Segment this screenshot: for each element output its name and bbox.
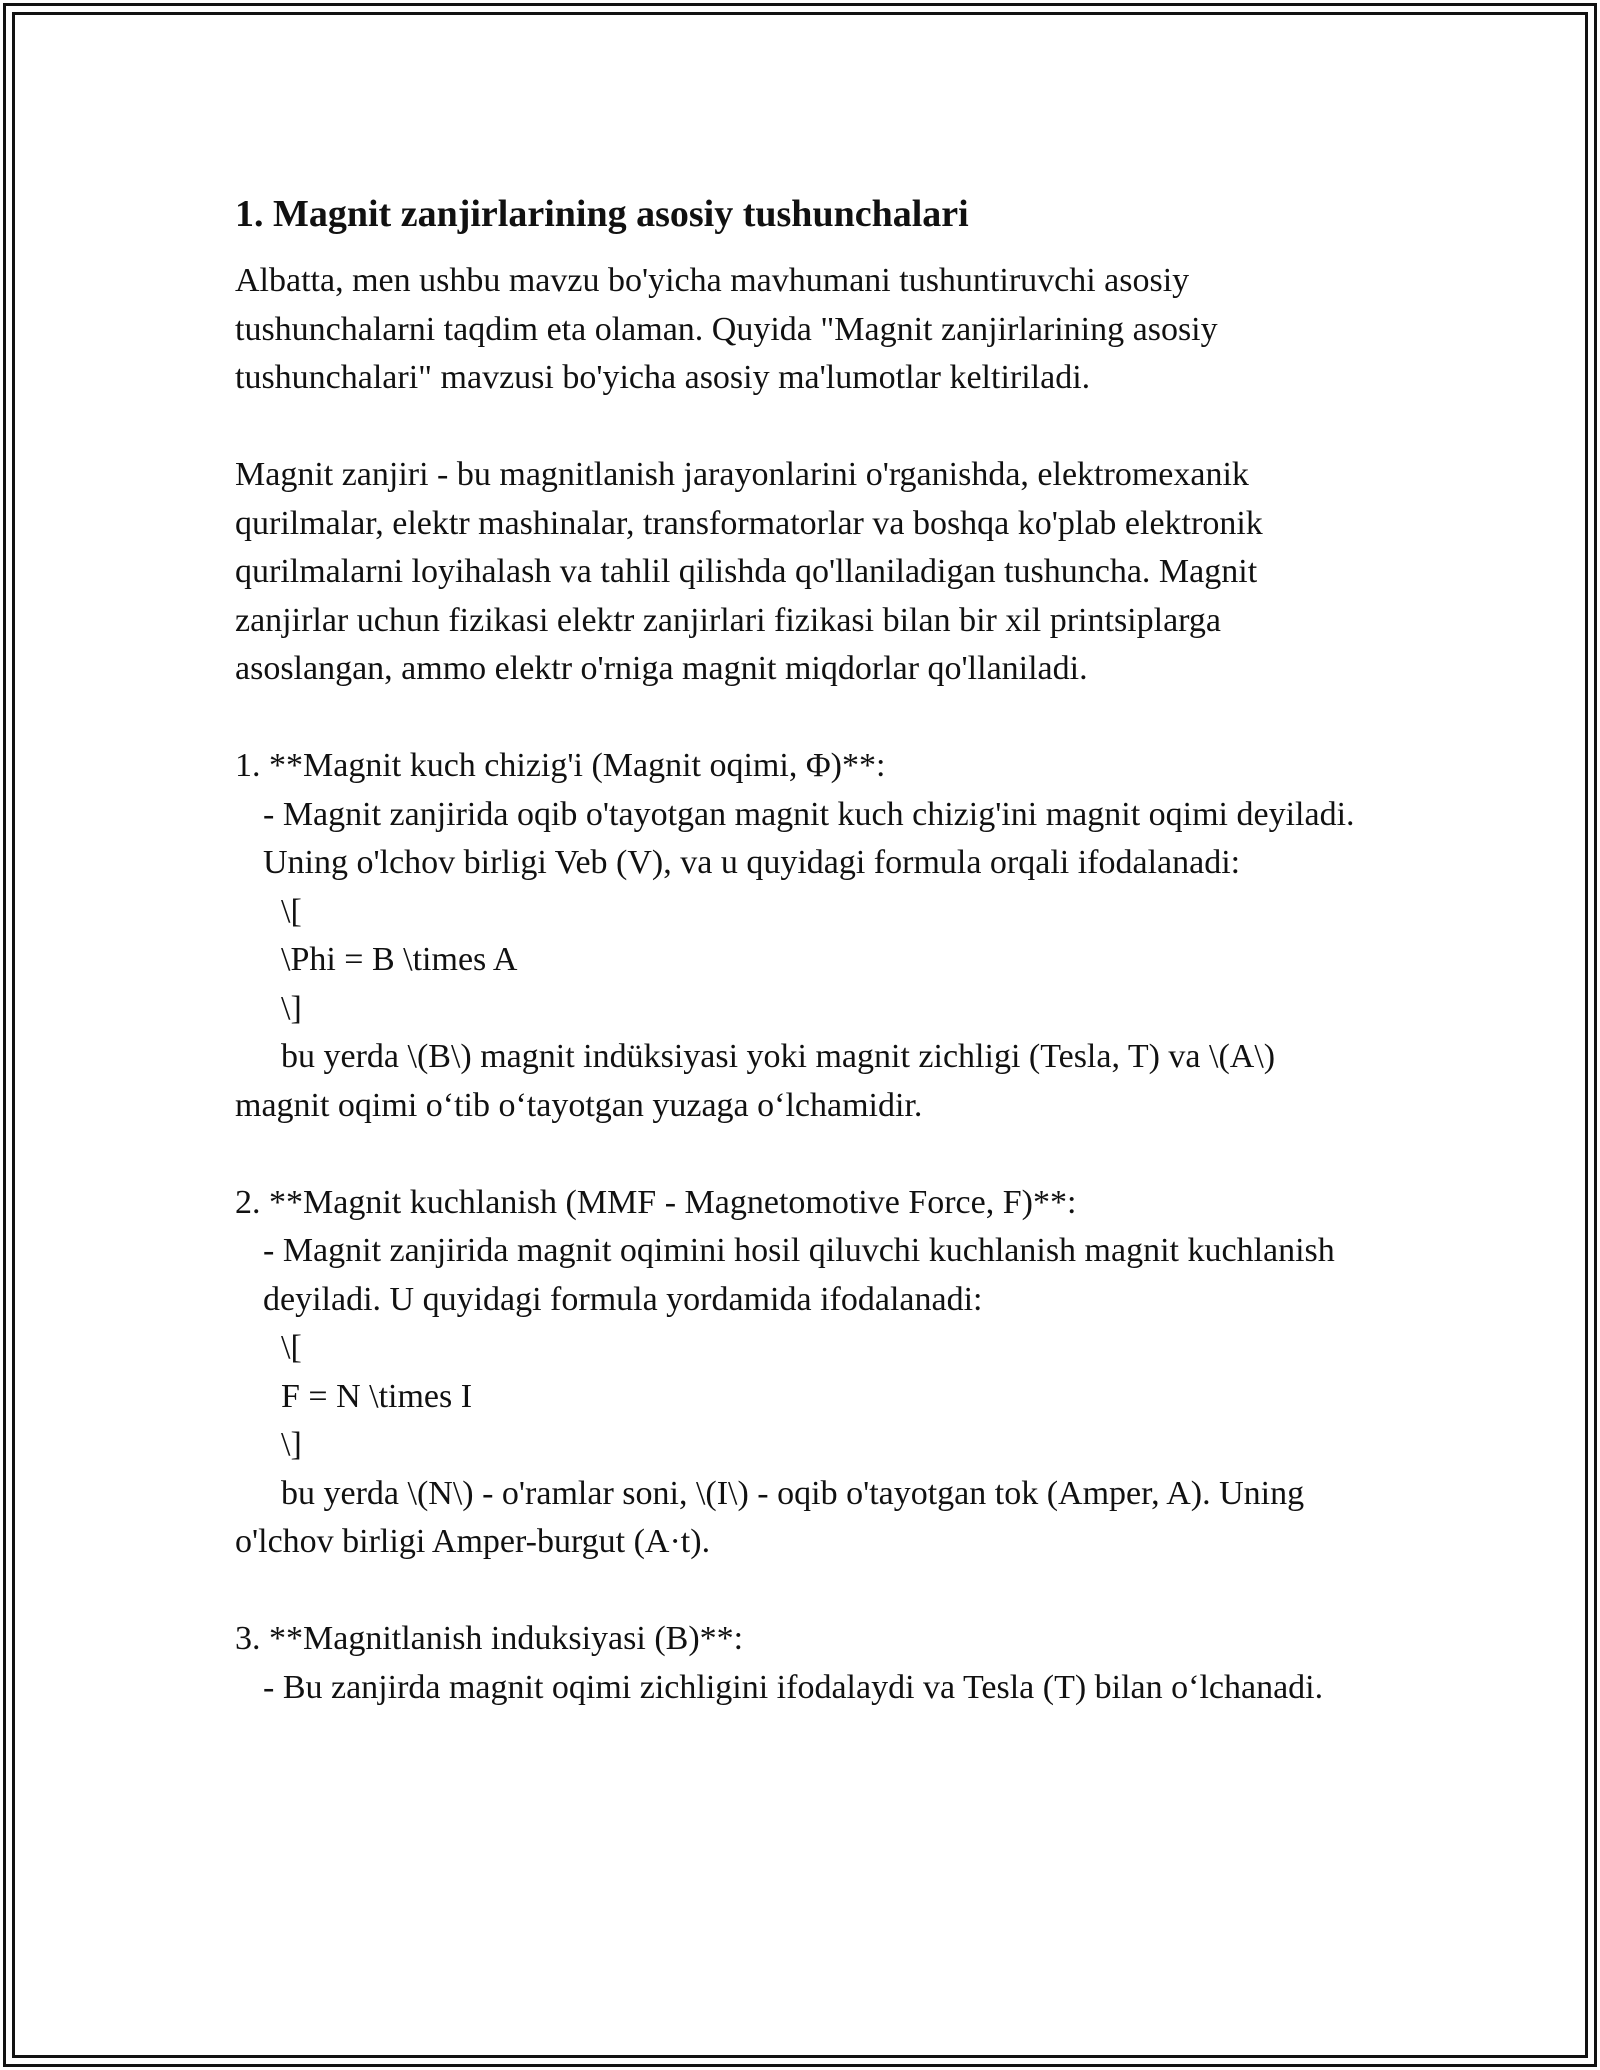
section-heading: 1. **Magnit kuch chizig'i (Magnit oqimi, Φ)**: (235, 747, 886, 784)
document-title: 1. Magnit zanjirlarining asosiy tushunchalari (235, 193, 969, 235)
document-body (235, 185, 1370, 1712)
paragraph-gap (235, 1567, 1370, 1616)
section-description: - Bu zanjirda magnit oqimi zichligini ifodalaydi va Tesla (T) bilan o‘lchanadi. (263, 1668, 1324, 1706)
formula-open: \[ (281, 1329, 302, 1366)
section-heading: 3. **Magnitlanish induksiyasi (B)**: (235, 1620, 744, 1657)
formula-explanation: bu yerda \(N\) - o'ramlar soni, \(I\) - oqib o'tayotgan tok (Amper, A). Uning o'lchov birligi Amper-burgut (A·t). (235, 1474, 1313, 1560)
section-description: - Magnit zanjirida magnit oqimini hosil qiluvchi kuchlanish magnit kuchlanish deyiladi. U quyidagi formula yordamida ifodalanadi: (263, 1232, 1344, 1318)
formula: \Phi = B \times A (281, 941, 518, 978)
paragraph-gap (235, 1130, 1370, 1179)
definition-paragraph: Magnit zanjiri - bu magnitlanish jarayonlarini o'rganishda, elektromexanik qurilmalar, elektr mashinalar, transformatorlar va boshqa ko'plab elektronik qurilmalarni loyihalash va tahlil qilishda qo'llaniladigan tushuncha. Magnit zanjirlar uchun fizikasi elektr zanjirlari fizikasi bilan bir xil printsiplarga asoslangan, ammo elektr o'rniga magnit miqdorlar qo'llaniladi. (235, 456, 1272, 687)
intro-paragraph: Albatta, men ushbu mavzu bo'yicha mavhumani tushuntiruvchi asosiy tushunchalarni taqdim eta olaman. Quyida "Magnit zanjirlarining asosiy tushunchalari" mavzusi bo'yicha asosiy ma'lumotlar keltiriladi. (235, 262, 1227, 396)
section-description: - Magnit zanjirida oqib o'tayotgan magnit kuch chizig'ini magnit oqimi deyiladi. Uning o'lchov birligi Veb (V), va u quyidagi formula orqali ifodalanadi: (263, 795, 1364, 881)
section-heading: 2. **Magnit kuchlanish (MMF - Magnetomotive Force, F)**: (235, 1183, 1077, 1221)
formula-explanation: bu yerda \(B\) magnit indüksiyasi yoki magnit zichligi (Tesla, T) va \(A\) magnit oqimi o‘tib o‘tayotgan yuzaga o‘lchamidir. (235, 1038, 1284, 1124)
formula: F = N \times I (281, 1377, 473, 1415)
formula-open: \[ (281, 892, 302, 930)
formula-close: \] (281, 989, 302, 1027)
section-magnetomotive-force (235, 1179, 1370, 1567)
paragraph-gap (235, 694, 1370, 743)
formula-close: \] (281, 1426, 302, 1463)
section-magnetic-flux (235, 742, 1370, 1130)
paragraph-gap (235, 403, 1370, 452)
section-magnetic-induction (235, 1615, 1370, 1712)
